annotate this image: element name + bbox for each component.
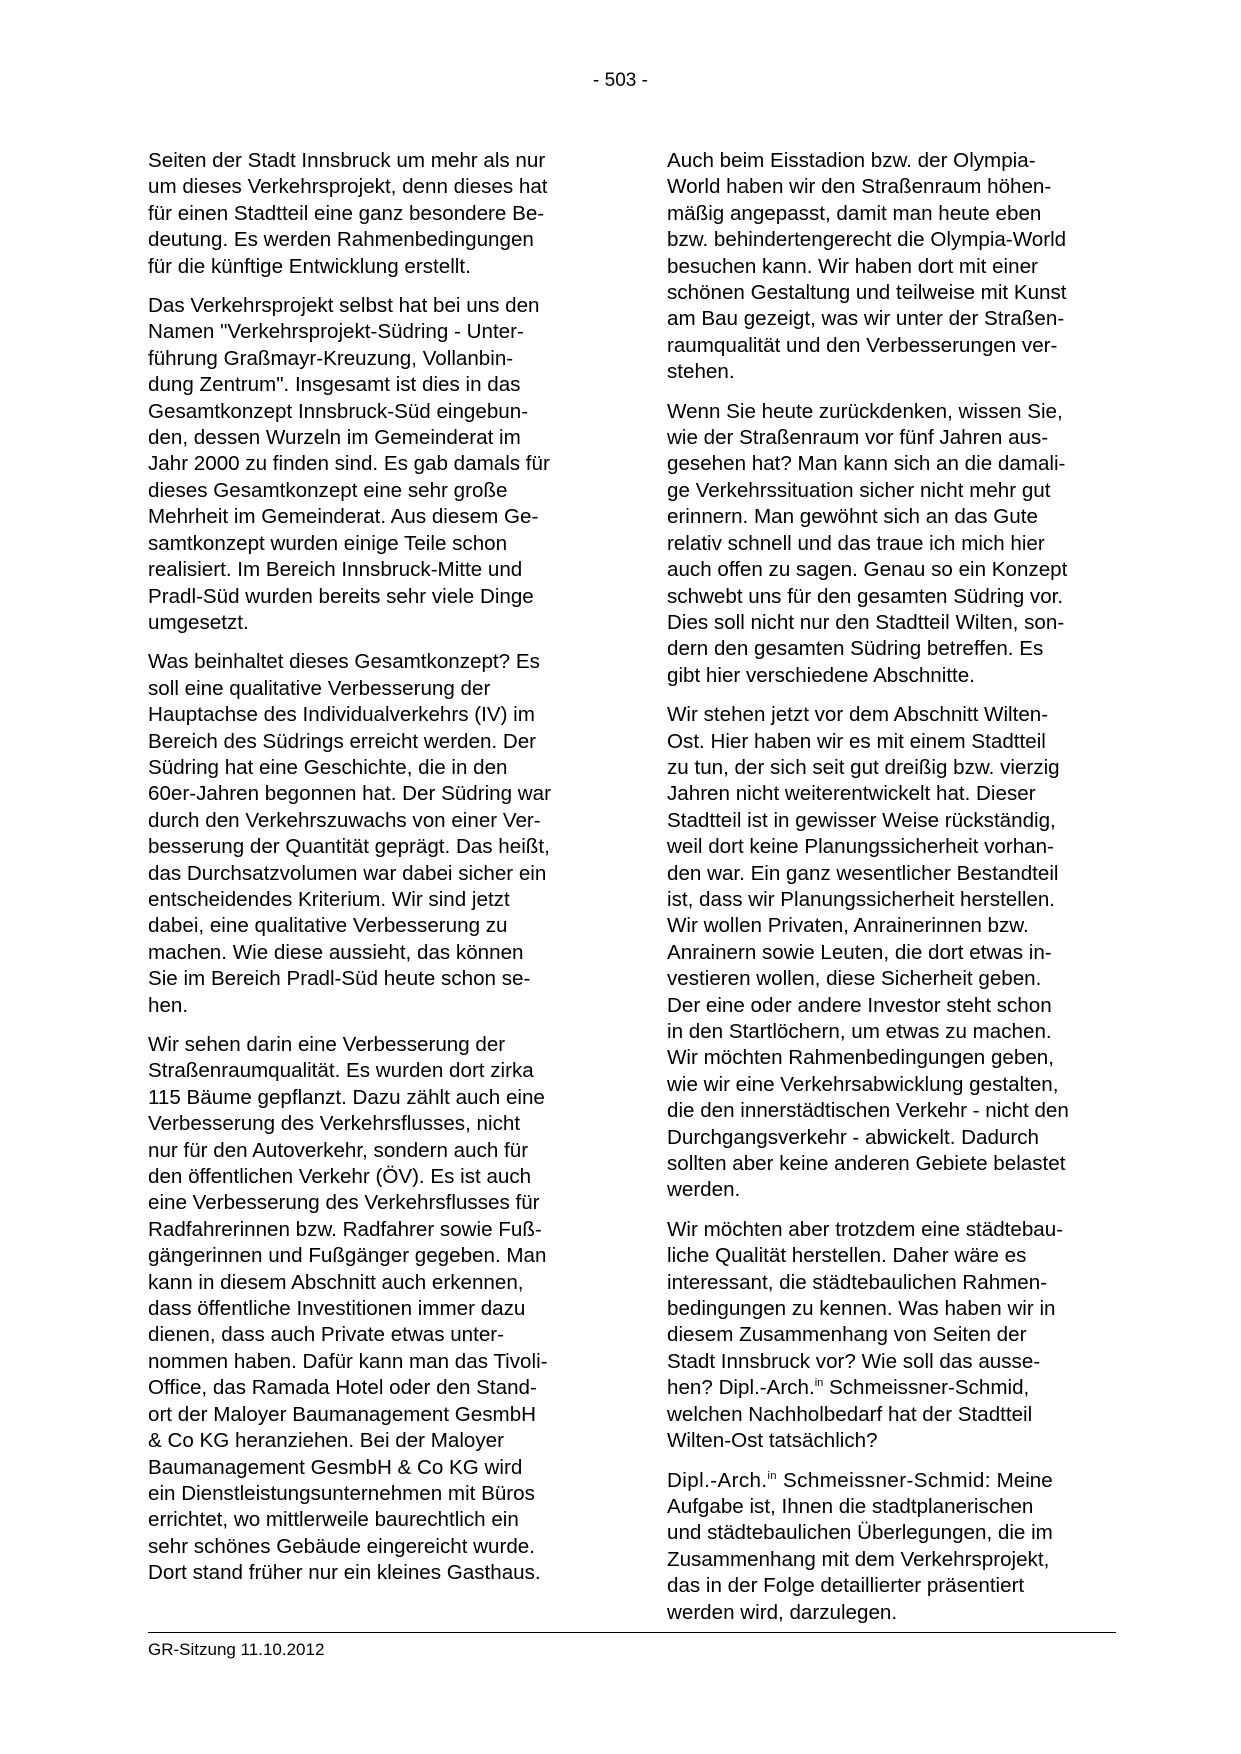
- text-line: bzw. behindertengerecht die Olympia-World: [667, 228, 1067, 252]
- text-line: den war. Ein ganz wesentlicher Bestandteil: [667, 861, 1059, 885]
- text-line: Seiten der Stadt Innsbruck um mehr als nur: [148, 149, 546, 172]
- text-line: Wir stehen jetzt vor dem Abschnitt Wilten-: [667, 703, 1049, 727]
- text-line: Jahren nicht weiterentwickelt hat. Dieser: [667, 782, 1036, 806]
- footer-divider: [148, 1632, 1116, 1633]
- text-line: hen.: [148, 993, 189, 1017]
- text-line: führung Graßmayr-Kreuzung, Vollanbin-: [148, 346, 514, 370]
- text-line: eine Verbesserung des Verkehrsflusses für: [148, 1191, 540, 1215]
- speaker-line: Aufgabe ist, Ihnen die stadtplanerischen: [667, 1494, 1034, 1518]
- text-line: Was beinhaltet dieses Gesamtkonzept? Es: [148, 650, 540, 674]
- text-line: für die künftige Entwicklung erstellt.: [148, 254, 471, 278]
- text-line: World haben wir den Straßenraum höhen-: [667, 175, 1052, 199]
- text-line: den öffentlichen Verkehr (ÖV). Es ist auch: [148, 1165, 532, 1189]
- text-line: Wir möchten aber trotzdem eine städtebau-: [667, 1217, 1064, 1241]
- text-line: Straßenraumqualität. Es wurden dort zirka: [148, 1059, 534, 1083]
- text-line: hen?: [667, 1376, 713, 1400]
- paragraph: [148, 649, 588, 1019]
- text-line: Durchgangsverkehr - abwickelt. Dadurch: [667, 1125, 1039, 1149]
- text-line: stehen.: [667, 360, 735, 384]
- text-line: die den innerstädtischen Verkehr - nicht den: [667, 1099, 1069, 1123]
- text-line: Wir möchten Rahmenbedingungen geben,: [667, 1046, 1054, 1070]
- text-line: in den Startlöchern, um etwas zu machen.: [667, 1020, 1052, 1043]
- text-line: Radfahrerinnen bzw. Radfahrer sowie Fuß-: [148, 1217, 542, 1241]
- text-line: auch offen zu sagen. Genau so ein Konzept: [667, 558, 1068, 582]
- text-line: Ost. Hier haben wir es mit einem Stadtteil: [667, 729, 1046, 753]
- text-line: nommen haben. Dafür kann man das Tivoli-: [148, 1349, 548, 1373]
- left-column: [148, 148, 588, 1600]
- paragraph: [148, 148, 588, 280]
- speaker-paragraph: [667, 1468, 1107, 1626]
- text-line: realisiert. Im Bereich Innsbruck-Mitte und: [148, 558, 523, 582]
- text-line: Wir wollen Privaten, Anrainerinnen bzw.: [667, 914, 1029, 938]
- text-line: Baumanagement GesmbH & Co KG wird: [148, 1455, 523, 1479]
- text-line: dabei, eine qualitative Verbesserung zu: [148, 914, 508, 938]
- text-line: Office, das Ramada Hotel oder den Stand-: [148, 1376, 537, 1400]
- text-line: dieses Gesamtkonzept eine sehr große: [148, 478, 508, 502]
- text-line: wie der Straßenraum vor fünf Jahren aus-: [667, 426, 1049, 450]
- text-line: dung Zentrum". Insgesamt ist dies in das: [148, 373, 521, 397]
- text-line: erinnern. Man gewöhnt sich an das Gute: [667, 505, 1038, 529]
- text-line: Der eine oder andere Investor steht schon: [667, 993, 1052, 1017]
- text-line: Stadtteil ist in gewisser Weise rückständig,: [667, 808, 1056, 832]
- question-speaker: Dipl.-Arch.$^{in}$ Schmeissner-Schmid,: [718, 1376, 1030, 1400]
- text-line: bedingungen zu kennen. Was haben wir in: [667, 1297, 1056, 1321]
- text-line: Bereich des Südrings erreicht werden. Der: [148, 729, 537, 753]
- text-line: raumqualität und den Verbesserungen ver-: [667, 333, 1058, 357]
- right-column: [667, 148, 1107, 1639]
- text-line: schönen Gestaltung und teilweise mit Kunst: [667, 281, 1067, 305]
- text-line: besuchen kann. Wir haben dort mit einer: [667, 254, 1038, 278]
- text-line: mäßig angepasst, damit man heute eben: [667, 201, 1042, 225]
- text-line: Wenn Sie heute zurückdenken, wissen Sie,: [667, 399, 1063, 423]
- text-line: Namen "Verkehrsprojekt-Südring - Unter-: [148, 320, 524, 344]
- text-line: machen. Wie diese aussieht, das können: [148, 940, 524, 964]
- text-line: am Bau gezeigt, was wir unter der Straßen-: [667, 307, 1065, 331]
- text-line: Hauptachse des Individualverkehrs (IV) im: [148, 703, 535, 727]
- text-line: Sie im Bereich Pradl-Süd heute schon se-: [148, 967, 531, 991]
- text-line: Auch beim Eisstadion bzw. der Olympia-: [667, 149, 1036, 172]
- text-line: soll eine qualitative Verbesserung der: [148, 676, 491, 700]
- text-line: dass öffentliche Investitionen immer dazu: [148, 1297, 526, 1321]
- text-line: diesem Zusammenhang von Seiten der: [667, 1323, 1027, 1347]
- text-line: für einen Stadtteil eine ganz besondere Be-: [148, 201, 545, 225]
- text-line: gängerinnen und Fußgänger gegeben. Man: [148, 1244, 547, 1268]
- question-line: welchen Nachholbedarf hat der Stadtteil: [667, 1402, 1033, 1426]
- text-line: gesehen hat? Man kann sich an die damali-: [667, 452, 1066, 476]
- text-line: Dort stand früher nur ein kleines Gasthaus.: [148, 1561, 541, 1585]
- text-line: Südring hat eine Geschichte, die in den: [148, 755, 508, 779]
- speaker-line: das in der Folge detaillierter präsentiert: [667, 1574, 1025, 1598]
- speaker-line: und städtebaulichen Überlegungen, die im: [667, 1521, 1053, 1545]
- text-line: Mehrheit im Gemeinderat. Aus diesem Ge-: [148, 505, 539, 529]
- text-line: werden.: [667, 1178, 741, 1202]
- paragraph: [667, 702, 1107, 1204]
- text-line: zu tun, der sich seit gut dreißig bzw. vierzig: [667, 755, 1060, 779]
- text-line: liche Qualität herstellen. Daher wäre es: [667, 1244, 1027, 1268]
- text-line: um dieses Verkehrsprojekt, denn dieses hat: [148, 175, 548, 199]
- text-line: & Co KG heranziehen. Bei der Maloyer: [148, 1429, 504, 1453]
- text-line: Jahr 2000 zu finden sind. Es gab damals für: [148, 452, 550, 476]
- question-paragraph: [667, 1217, 1107, 1455]
- text-line: Stadt Innsbruck vor? Wie soll das ausse-: [667, 1349, 1041, 1373]
- text-line: ist, dass wir Planungssicherheit herstellen.: [667, 887, 1056, 911]
- paragraph: [148, 1032, 588, 1587]
- text-line: gibt hier verschiedene Abschnitte.: [667, 663, 975, 687]
- text-line: den, dessen Wurzeln im Gemeinderat im: [148, 426, 521, 450]
- speaker-line-rest: Meine: [990, 1468, 1053, 1492]
- footer-session-date: GR-Sitzung 11.10.2012: [148, 1640, 325, 1659]
- page-number: - 503 -: [593, 70, 648, 91]
- text-line: Dies soll nicht nur den Stadtteil Wilten, son-: [667, 610, 1065, 634]
- speaker-line: werden wird, darzulegen.: [667, 1600, 898, 1624]
- paragraph: [667, 399, 1107, 689]
- text-line: wie wir eine Verkehrsabwicklung gestalten,: [667, 1072, 1059, 1096]
- text-line: Anrainern sowie Leuten, die dort etwas in-: [667, 940, 1052, 964]
- text-line: umgesetzt.: [148, 610, 249, 634]
- text-line: Wir sehen darin eine Verbesserung der: [148, 1033, 506, 1056]
- text-line: ort der Maloyer Baumanagement GesmbH: [148, 1402, 537, 1426]
- text-line: sollten aber keine anderen Gebiete belastet: [667, 1152, 1066, 1176]
- text-line: dienen, dass auch Private etwas unter-: [148, 1323, 505, 1347]
- text-line: besserung der Quantität geprägt. Das heißt,: [148, 835, 550, 859]
- text-line: relativ schnell und das traue ich mich hier: [667, 531, 1045, 555]
- text-line: entscheidendes Kriterium. Wir sind jetzt: [148, 887, 510, 911]
- text-line: nur für den Autoverkehr, sondern auch für: [148, 1138, 529, 1162]
- text-line: Das Verkehrsprojekt selbst hat bei uns den: [148, 294, 540, 318]
- text-line: vestieren wollen, diese Sicherheit geben.: [667, 967, 1042, 991]
- text-line: ein Dienstleistungsunternehmen mit Büros: [148, 1481, 535, 1505]
- text-line: samtkonzept wurden einige Teile schon: [148, 531, 508, 555]
- text-line: weil dort keine Planungssicherheit vorhan-: [667, 835, 1054, 859]
- text-line: Pradl-Süd wurden bereits sehr viele Dinge: [148, 584, 534, 608]
- paragraph: [667, 148, 1107, 386]
- text-line: 60er-Jahren begonnen hat. Der Südring war: [148, 782, 551, 806]
- text-line: 115 Bäume gepflanzt. Dazu zählt auch eine: [148, 1085, 545, 1109]
- paragraph: [148, 293, 588, 636]
- text-line: ge Verkehrssituation sicher nicht mehr gut: [667, 478, 1051, 502]
- text-line: deutung. Es werden Rahmenbedingungen: [148, 228, 534, 252]
- text-line: Gesamtkonzept Innsbruck-Süd eingebun-: [148, 399, 529, 423]
- text-line: errichtet, wo mittlerweile baurechtlich ein: [148, 1508, 519, 1532]
- speaker-line: Zusammenhang mit dem Verkehrsprojekt,: [667, 1547, 1050, 1571]
- text-line: schwebt uns für den gesamten Südring vor.: [667, 584, 1064, 608]
- speaker-name: Dipl.-Arch.$^{in}$ Schmeissner-Schmid:: [667, 1468, 991, 1492]
- text-line: sehr schönes Gebäude eingereicht wurde.: [148, 1534, 535, 1558]
- text-line: das Durchsatzvolumen war dabei sicher ein: [148, 861, 547, 885]
- text-line: dern den gesamten Südring betreffen. Es: [667, 637, 1044, 661]
- text-line: interessant, die städtebaulichen Rahmen-: [667, 1270, 1048, 1294]
- question-line: Wilten-Ost tatsächlich?: [667, 1429, 878, 1453]
- text-line: kann in diesem Abschnitt auch erkennen,: [148, 1270, 524, 1294]
- text-line: Verbesserung des Verkehrsflusses, nicht: [148, 1112, 521, 1136]
- text-line: durch den Verkehrszuwachs von einer Ver-: [148, 808, 541, 832]
